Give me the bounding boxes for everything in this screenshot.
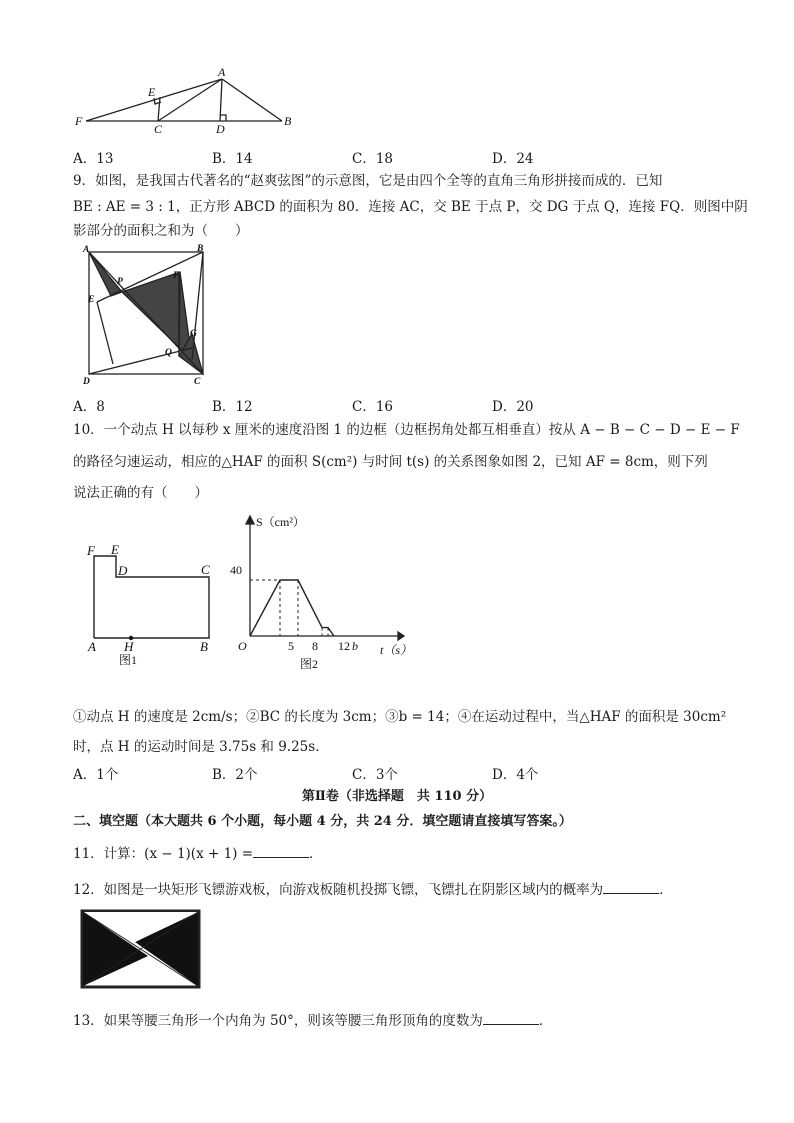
q10-fig1-label-A: A	[88, 639, 96, 654]
q10-fig2-caption: 图2	[300, 657, 319, 670]
q9-label-G: G	[190, 329, 197, 339]
q10-stem-line1: 10．一个动点 H 以每秒 x 厘米的速度沿图 1 的边框（边框拐角处都互相垂直）按从 A − B − C − D − E − F	[73, 422, 740, 438]
q8-option-c[interactable]: C．18	[352, 151, 394, 167]
q12-dartboard-figure	[80, 909, 202, 991]
q8-label-D: D	[216, 122, 225, 136]
q8-label-C: C	[154, 122, 163, 136]
q10-x-axis-arrow	[398, 632, 404, 640]
q10-statements-line1: ①动点 H 的速度是 2cm/s；②BC 的长度为 3cm；③b = 14；④在运动过程中，当△HAF 的面积是 30cm²	[73, 709, 727, 725]
q10-fig1-label-E: E	[111, 542, 119, 557]
q9-label-F: F	[173, 271, 180, 281]
q11-text: 11．计算：(x − 1)(x + 1) =	[73, 846, 254, 862]
q10-y-axis-arrow	[246, 516, 254, 524]
q10-x-tick-5: 5	[288, 639, 294, 653]
q12-tail: ．	[659, 882, 673, 898]
q9-stem-line1: 9．如图，是我国古代著名的“赵爽弦图”的示意图，它是由四个全等的直角三角形拼接而成的．已知	[73, 173, 663, 189]
q10-border-path	[94, 556, 209, 638]
q10-figure-1	[78, 538, 228, 668]
q8-label-F: F	[75, 114, 83, 128]
q13	[73, 1010, 552, 1031]
q10-fig1-caption: 图1	[119, 653, 138, 667]
q9-option-b[interactable]: B．12	[212, 399, 253, 415]
q10-fig1-label-C: C	[201, 562, 210, 577]
q10-option-a[interactable]: A．1个	[73, 767, 119, 783]
q8-label-E: E	[148, 85, 156, 99]
q10-statements-line2: 时，点 H 的运动时间是 3.75s 和 9.25s．	[73, 739, 329, 755]
q10-x-label: t（s）	[380, 643, 413, 657]
q9-label-P: P	[117, 277, 123, 287]
q10-x-tick-12: 12	[338, 639, 350, 653]
q8-label-B: B	[284, 114, 292, 128]
q10-stem-line3: 说法正确的有（ ）	[73, 485, 208, 501]
q12-answer-blank[interactable]	[603, 879, 659, 894]
q10-x-tick-b: b	[352, 639, 358, 653]
q9-label-B: B	[197, 244, 204, 254]
q9-label-E: E	[88, 295, 95, 305]
q10-option-d[interactable]: D．4个	[492, 767, 539, 783]
q10-fig1-label-F: F	[87, 543, 95, 558]
q8-option-d[interactable]: D．24	[492, 151, 534, 167]
q10-figure-2-chart	[230, 510, 430, 670]
q8-option-b[interactable]: B．14	[212, 151, 253, 167]
q10-fig1-label-B: B	[200, 639, 208, 654]
q8-option-a[interactable]: A．13	[73, 151, 114, 167]
q13-answer-blank[interactable]	[483, 1010, 539, 1025]
q10-origin: O	[238, 639, 247, 653]
q10-y-label: S（cm²）	[256, 515, 305, 529]
q10-y-tick-40: 40	[230, 563, 242, 577]
q8-label-A: A	[218, 65, 226, 79]
q9-label-Q: Q	[165, 348, 172, 358]
q9-zhao-shuang-figure	[78, 244, 218, 386]
q12-text: 12．如图是一块矩形飞镖游戏板，向游戏板随机投掷飞镖，飞镖扎在阴影区域内的概率为	[73, 882, 604, 898]
q8-figure	[70, 64, 310, 136]
q10-fig1-label-H: H	[124, 639, 134, 654]
q9-option-a[interactable]: A．8	[73, 399, 105, 415]
q11	[73, 843, 323, 864]
q11-tail: ．	[309, 846, 323, 862]
q13-tail: ．	[538, 1013, 553, 1029]
q10-x-tick-8: 8	[312, 639, 318, 653]
q9-option-d[interactable]: D．20	[492, 399, 534, 415]
section2-title: 二、填空题（本大题共 6 个小题，每小题 4 分，共 24 分．填空题请直接填写答案。）	[73, 814, 572, 829]
q10-series-line	[250, 580, 334, 636]
q9-shaded-region-1	[89, 252, 122, 296]
q10-fig1-label-D: D	[118, 563, 128, 578]
q13-text: 13．如果等腰三角形一个内角为 50°，则该等腰三角形顶角的度数为	[73, 1013, 483, 1029]
q10-option-c[interactable]: C．3个	[352, 767, 398, 783]
q9-label-A: A	[83, 245, 90, 255]
q9-option-c[interactable]: C．16	[352, 399, 394, 415]
q10-option-b[interactable]: B．2个	[212, 767, 258, 783]
q10-stem-line2: 的路径匀速运动，相应的△HAF 的面积 S(cm²) 与时间 t(s) 的关系图象如图 2，已知 AF = 8cm，则下列	[73, 454, 708, 470]
q12	[73, 879, 673, 900]
q9-stem-line2: BE : AE = 3 : 1，正方形 ABCD 的面积为 80．连接 AC，交 BE 于点 P，交 DG 于点 Q，连接 FQ．则图中阴	[73, 199, 748, 215]
q9-stem-line3: 影部分的面积之和为（ ）	[73, 223, 249, 239]
part2-title: 第Ⅱ卷（非选择题 共 110 分）	[301, 789, 493, 804]
q9-label-D: D	[83, 377, 90, 386]
q9-label-C: C	[194, 377, 201, 386]
q11-answer-blank[interactable]	[253, 843, 309, 858]
